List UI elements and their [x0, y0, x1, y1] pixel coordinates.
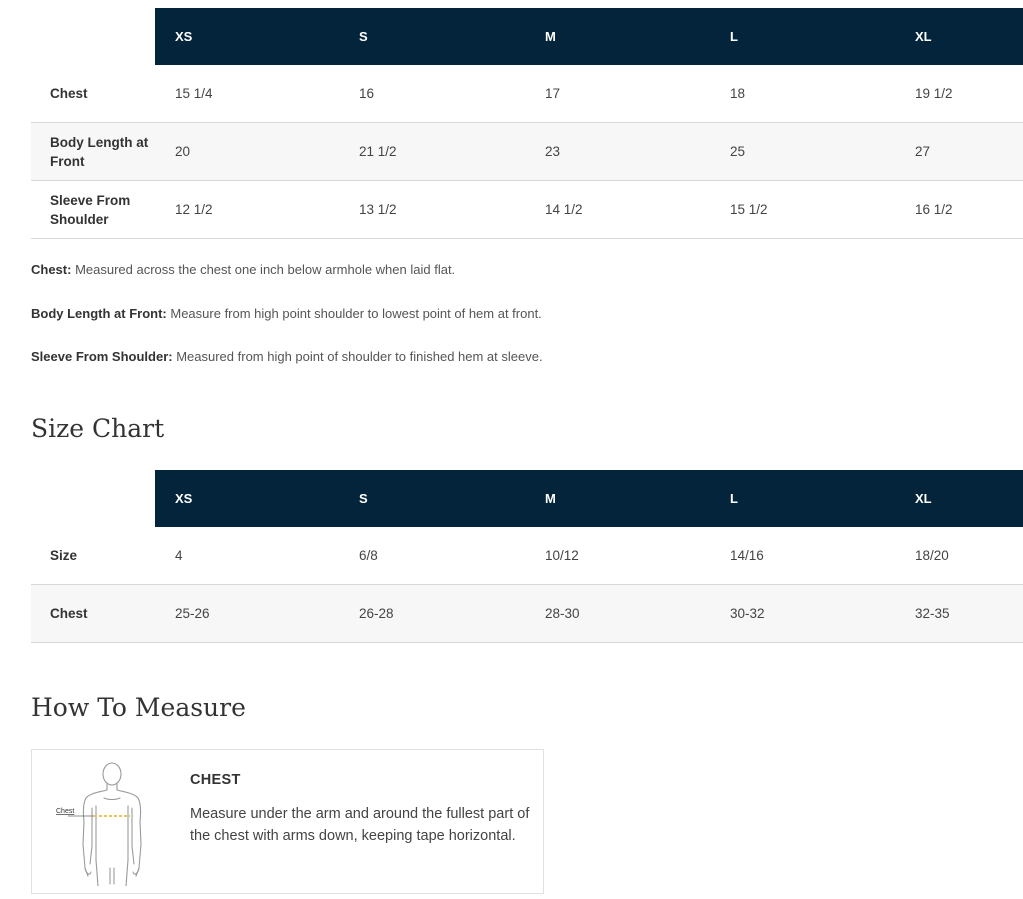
table-cell: 28-30 [525, 585, 710, 643]
table-cell: 26-28 [339, 585, 525, 643]
table-cell: 20 [155, 123, 339, 181]
header-size-m: M [525, 8, 710, 65]
header-corner-cell [31, 470, 155, 527]
figure-label-chest: Chest [56, 808, 75, 815]
header-size-l: L [710, 470, 895, 527]
table-cell: 18 [710, 65, 895, 123]
table-cell: 30-32 [710, 585, 895, 643]
row-label: Sleeve From Shoulder [31, 181, 155, 239]
table-cell: 14 1/2 [525, 181, 710, 239]
measure-item-description: Measure under the arm and around the fullest part of the chest with arms down, keeping tape horizontal. [190, 806, 530, 844]
size-chart-table [31, 470, 1023, 643]
note-term: Body Length at Front: [31, 306, 167, 321]
table-cell: 32-35 [895, 585, 1023, 643]
measure-card-chest [31, 749, 544, 894]
row-label: Chest [31, 65, 155, 123]
table-cell: 15 1/4 [155, 65, 339, 123]
table-cell: 15 1/2 [710, 181, 895, 239]
header-size-xl: XL [895, 8, 1023, 65]
table-cell: 16 [339, 65, 525, 123]
how-to-measure-title: How To Measure [31, 693, 246, 722]
table-row-size [31, 527, 1023, 585]
note-body-length [31, 306, 542, 321]
table-cell: 21 1/2 [339, 123, 525, 181]
table-cell: 18/20 [895, 527, 1023, 585]
table-header-row [31, 470, 1023, 527]
table-cell: 27 [895, 123, 1023, 181]
note-chest [31, 262, 455, 277]
row-label: Body Length at Front [31, 123, 155, 181]
header-size-xs: XS [155, 470, 339, 527]
table-header-row [31, 8, 1023, 65]
row-label: Chest [31, 585, 155, 643]
header-size-s: S [339, 470, 525, 527]
note-text: Measured from high point of shoulder to finished hem at sleeve. [172, 349, 543, 364]
table-cell: 4 [155, 527, 339, 585]
table-cell: 13 1/2 [339, 181, 525, 239]
table-row-sleeve [31, 181, 1023, 239]
chest-measure-figure [50, 760, 174, 886]
table-cell: 25-26 [155, 585, 339, 643]
measurements-table [31, 8, 1023, 239]
note-term: Sleeve From Shoulder: [31, 349, 173, 364]
table-row-chest [31, 65, 1023, 123]
table-cell: 25 [710, 123, 895, 181]
table-row-chest [31, 585, 1023, 643]
table-cell: 6/8 [339, 527, 525, 585]
table-cell: 19 1/2 [895, 65, 1023, 123]
header-size-xs: XS [155, 8, 339, 65]
table-cell: 17 [525, 65, 710, 123]
measure-item-title: CHEST [190, 772, 241, 788]
note-term: Chest: [31, 262, 72, 277]
row-label: Size [31, 527, 155, 585]
table-cell: 10/12 [525, 527, 710, 585]
header-size-xl: XL [895, 470, 1023, 527]
size-chart-title: Size Chart [31, 414, 165, 443]
header-size-s: S [339, 8, 525, 65]
table-cell: 16 1/2 [895, 181, 1023, 239]
table-cell: 12 1/2 [155, 181, 339, 239]
table-cell: 14/16 [710, 527, 895, 585]
header-size-l: L [710, 8, 895, 65]
note-text: Measured across the chest one inch below armhole when laid flat. [71, 262, 456, 277]
note-sleeve [31, 349, 543, 364]
table-row-body-length [31, 123, 1023, 181]
header-corner-cell [31, 8, 155, 65]
header-size-m: M [525, 470, 710, 527]
note-text: Measure from high point shoulder to lowest point of hem at front. [166, 306, 542, 321]
table-cell: 23 [525, 123, 710, 181]
